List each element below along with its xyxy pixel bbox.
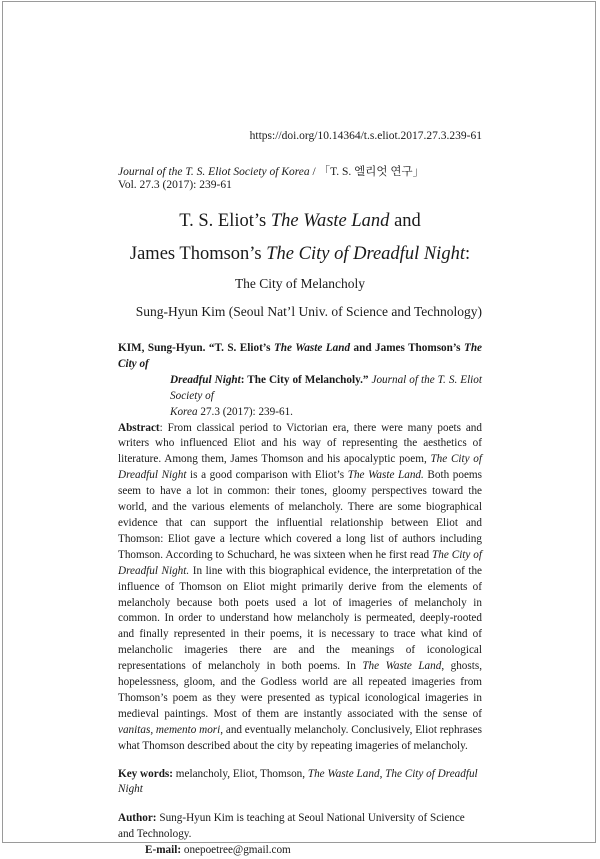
author-email: E-mail: onepoetree@gmail.com bbox=[145, 844, 291, 857]
abstract-label: Abstract bbox=[118, 421, 160, 434]
journal-korean-name: 「T. S. 엘리엇 연구」 bbox=[318, 166, 425, 178]
author-note bbox=[118, 811, 482, 859]
title-line-1: T. S. Eliot’s The Waste Land and bbox=[179, 211, 421, 231]
abstract: Abstract: From classical period to Victorian era, there were many poets and writers who influenced Eliot and his way of representing the aesthetics of literature. Among them, James Thomson and his apocalyptic poem, The City of Dreadful Night is a good comparison with Eliot’s The Waste Land. Both poems seem to have a lot in common: their tones, gloomy perspectives toward the world, and the various elements of melancholy. There are some biographical evidence that can support the influential relationship between Eliot and Thomson: Eliot gave a lecture which covered a long list of authors including Thomson. According to Schuchard, he was sixteen when he first read The City of Dreadful Night. In line with this biographical evidence, the interpretation of the influence of Thomson on Eliot might primarily derive from the elements of melancholy because both poets used a lot of imageries of melancholy in common. In order to understand how melancholy is permeated, deeply-rooted and finally represented in their poems, it is necessary to trace what kind of melancholic imageries there are and the meanings of iconological representations of melancholy in both poems. In The Waste Land, ghosts, hopelessness, gloom, and the Godless world are all repeated imageries from Thomson’s poem as they were presented as typical iconological imageries in medieval paintings. Most of them are instantly associated with the sense of vanitas, memento mori, and eventually melancholy. Conclusively, Eliot rephrases what Thomson described about the city by repeating imageries of melancholy. bbox=[118, 421, 483, 752]
keywords-label: Key words: bbox=[118, 767, 173, 780]
author-note-text: Author: Sung-Hyun Kim is teaching at Seoul National University of Science and Technology. bbox=[118, 812, 465, 841]
citation-head: KIM, Sung-Hyun. “T. S. Eliot’s The Waste Land and James Thomson’s The City of bbox=[118, 342, 483, 370]
journal-name-line: Journal of the T. S. Eliot Society of Korea / 「T. S. 엘리엇 연구」 bbox=[118, 166, 425, 178]
title-line-2: James Thomson’s The City of Dreadful Night: bbox=[129, 244, 471, 264]
author-affiliation: Sung-Hyun Kim (Seoul Nat’l Univ. of Science and Technology) bbox=[135, 304, 482, 319]
paper-subtitle: The City of Melancholy bbox=[234, 276, 366, 291]
email-address[interactable]: onepoetree@gmail.com bbox=[181, 844, 291, 857]
journal-header bbox=[118, 166, 424, 192]
doi-link[interactable]: https://doi.org/10.14364/t.s.eliot.2017.27.3.239-61 bbox=[249, 130, 482, 142]
journal-volume: Vol. 27.3 (2017): 239-61 bbox=[118, 179, 232, 191]
journal-name: Journal of the T. S. Eliot Society of Korea bbox=[118, 166, 310, 178]
paper-title bbox=[0, 206, 600, 294]
main-content bbox=[118, 341, 482, 859]
keywords: Key words: melancholy, Eliot, Thomson, The Waste Land, The City of Dreadful Night bbox=[118, 767, 478, 796]
citation: KIM, Sung-Hyun. “T. S. Eliot’s The Waste Land and James Thomson’s The City of Dreadful Night: The City of Melancholy.” Journal of the T. S. Eliot Society of Korea 27.3 (2017): 239-61. bbox=[118, 342, 483, 418]
